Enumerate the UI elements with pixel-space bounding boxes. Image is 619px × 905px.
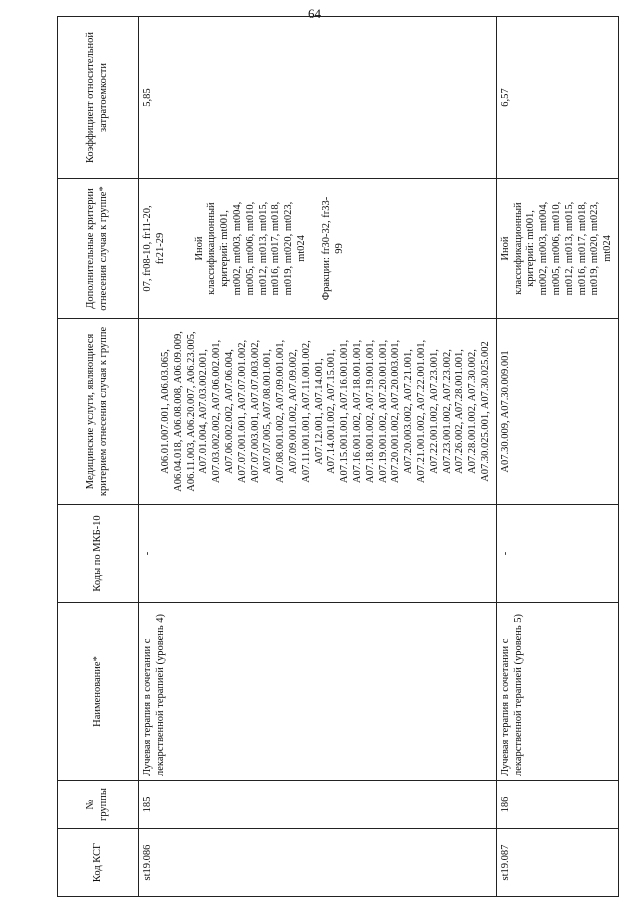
row-criteria xyxy=(496,179,618,319)
row-coef: 5,85 xyxy=(139,17,497,179)
criteria-line: mt002, mt003, mt004, xyxy=(538,201,550,296)
service-code-line: A07.07.005, A07.08.001.001, xyxy=(262,349,274,474)
service-code-line: A07.23.001.002, A07.23.002, xyxy=(441,349,453,474)
service-code-line: A07.12.001, A07.14.001, xyxy=(313,358,325,465)
service-code-line: A07.18.001.002, A07.19.001.001, xyxy=(364,339,376,484)
ksg-table xyxy=(57,16,619,897)
header-code: Код КСГ xyxy=(58,829,139,897)
row-coef: 6,57 xyxy=(496,17,618,179)
service-code-line: A06.04.018, A06.08.008, A06.09.009, xyxy=(172,331,184,492)
criteria-line: Иной xyxy=(499,236,511,261)
criteria-line: mt005, mt006, mt010, xyxy=(244,201,256,296)
criteria-line: критерий: mt001, xyxy=(525,210,537,287)
criteria-line: mt024 xyxy=(295,235,307,262)
service-code-line: A06.01.007.001, A06.03.065, xyxy=(160,349,171,474)
header-criteria: Дополнительные критерии отнесения случая к группе* xyxy=(58,179,139,319)
criteria-line: mt005, mt006, mt010, xyxy=(550,201,562,296)
service-code-line: A06.11.003, A06.20.007, A06.23.005, xyxy=(185,331,197,492)
criteria-line: mt012, mt013, mt015, xyxy=(257,201,269,296)
header-icd: Коды по МКБ-10 xyxy=(58,505,139,603)
service-code-line: A07.09.001.002, A07.09.002, xyxy=(287,349,299,474)
service-code-line: A07.15.001.001, A07.16.001.001, xyxy=(339,339,351,484)
criteria-line: mt012, mt013, mt015, xyxy=(563,201,575,296)
service-code-line: A07.07.003.001, A07.07.003.002, xyxy=(249,339,261,484)
row-criteria xyxy=(139,179,497,319)
service-code-line: A07.30.025.001, A07.30.025.002 xyxy=(479,341,491,482)
criteria-fractions-line: Фракции: fr30-32, fr33- xyxy=(320,196,332,301)
criteria-line: Иной xyxy=(193,236,205,261)
row-code: st19.087 xyxy=(496,829,618,897)
criteria-top-line: fr21-29 xyxy=(154,232,166,265)
criteria-line: критерий: mt001, xyxy=(219,210,231,287)
service-code-line: A07.26.002, A07.28.001.001, xyxy=(454,349,466,474)
header-group-no: № группы xyxy=(58,781,139,829)
service-code-line: A07.30.009, A07.30.009.001 xyxy=(499,350,511,473)
row-name: Лучевая терапия в сочетании с лекарственной терапией (уровень 5) xyxy=(496,603,618,781)
service-code-line: A07.19.001.002, A07.20.001.001, xyxy=(377,339,389,484)
table-row xyxy=(496,17,618,897)
row-services xyxy=(139,319,497,505)
criteria-line: mt024 xyxy=(602,235,614,262)
row-group-no: 186 xyxy=(496,781,618,829)
criteria-line: mt019, mt020, mt023, xyxy=(589,201,601,296)
row-group-no: 185 xyxy=(139,781,497,829)
criteria-line: классификационный xyxy=(512,202,524,295)
service-code-line: A07.07.001.001, A07.07.001.002, xyxy=(236,339,248,484)
service-code-line: A07.06.002.002, A07.06.004, xyxy=(223,349,235,474)
criteria-line: mt002, mt003, mt004, xyxy=(231,201,243,296)
page-number: 64 xyxy=(308,6,321,21)
header-coef: Коэффициент относительной затратоемкости xyxy=(58,17,139,179)
service-code-line: A07.01.004, A07.03.002.001, xyxy=(198,349,210,474)
service-code-line: A07.20.003.002, A07.21.001, xyxy=(403,349,415,474)
criteria-top-line: 07, fr08-10, fr11-20, xyxy=(142,205,153,292)
row-code: st19.086 xyxy=(139,829,497,897)
criteria-line: mt016, mt017, mt018, xyxy=(576,201,588,296)
service-code-line: A07.16.001.002, A07.18.001.001, xyxy=(351,339,363,484)
row-icd: - xyxy=(496,505,618,603)
row-name: Лучевая терапия в сочетании с лекарственной терапией (уровень 4) xyxy=(139,603,497,781)
service-code-line: A07.14.001.002, A07.15.001, xyxy=(326,349,338,474)
row-icd: - xyxy=(139,505,497,603)
service-code-line: A07.08.001.002, A07.09.001.001, xyxy=(275,339,287,484)
service-code-line: A07.21.001.002, A07.22.001.001, xyxy=(415,339,427,484)
criteria-line: mt019, mt020, mt023, xyxy=(283,201,295,296)
service-code-line: A07.20.001.002, A07.20.003.001, xyxy=(390,339,402,484)
criteria-fractions-line: 99 xyxy=(333,243,345,254)
service-code-line: A07.22.001.002, A07.23.001, xyxy=(428,349,440,474)
criteria-line: mt016, mt017, mt018, xyxy=(270,201,282,296)
table-row xyxy=(139,17,497,897)
header-name: Наименование* xyxy=(58,603,139,781)
service-code-line: A07.03.002.002, A07.06.002.001, xyxy=(211,339,223,484)
header-services: Медицинские услуги, являющиеся критерием отнесения случая к группе xyxy=(58,319,139,505)
service-code-line: A07.11.001.001, A07.11.001.002, xyxy=(300,340,312,483)
row-services xyxy=(496,319,618,505)
criteria-line: классификационный xyxy=(206,202,218,295)
header-row xyxy=(58,17,139,897)
service-code-line: A07.28.001.002, A07.30.002, xyxy=(467,349,479,474)
